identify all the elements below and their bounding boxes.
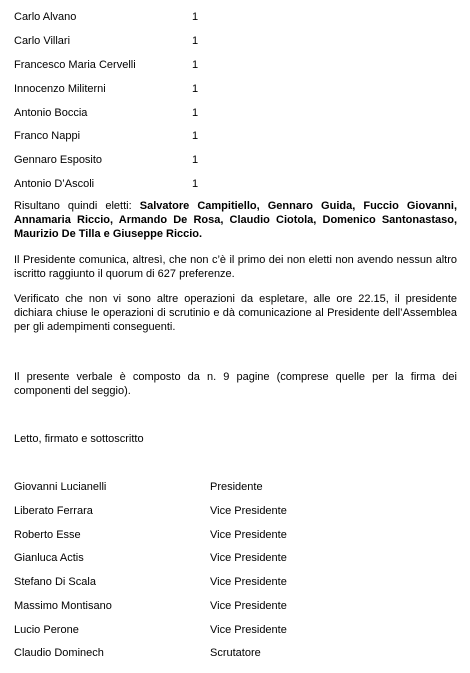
signatory-row bbox=[14, 504, 314, 518]
signatory-row bbox=[14, 599, 314, 613]
vote-count: 1 bbox=[192, 83, 199, 95]
vote-row bbox=[14, 106, 314, 120]
vote-name: Antonio D’Ascoli bbox=[14, 178, 95, 190]
elected-intro: Risultano quindi eletti: bbox=[14, 200, 140, 212]
signatory-role: Vice Presidente bbox=[210, 576, 287, 588]
signatory-role: Vice Presidente bbox=[210, 600, 287, 612]
vote-row bbox=[14, 129, 314, 143]
vote-name: Francesco Maria Cervelli bbox=[14, 59, 136, 71]
vote-row bbox=[14, 153, 314, 167]
signatory-role: Vice Presidente bbox=[210, 624, 287, 636]
signatory-name: Massimo Montisano bbox=[14, 600, 112, 612]
signatory-row bbox=[14, 646, 314, 660]
vote-name: Gennaro Esposito bbox=[14, 154, 103, 166]
signatory-name: Roberto Esse bbox=[14, 529, 81, 541]
president-notice-paragraph: Il Presidente comunica, altresì, che non c’è il primo dei non eletti non avendo nessun altro iscritto raggiunto il quorum di 627 preferenze. bbox=[14, 254, 457, 281]
signatory-name: Liberato Ferrara bbox=[14, 505, 93, 517]
signatory-row bbox=[14, 623, 314, 637]
vote-name: Innocenzo Militerni bbox=[14, 83, 106, 95]
vote-count: 1 bbox=[192, 11, 199, 23]
signatory-name: Stefano Di Scala bbox=[14, 576, 96, 588]
signed-line: Letto, firmato e sottoscritto bbox=[14, 433, 144, 445]
elected-names: Salvatore Campitiello, Gennaro Guida, Fuccio Giovanni, Annamaria Riccio, Armando De Rosa, Claudio Ciotola, Domenico Santonastaso, Maurizio De Tilla e Giuseppe Riccio. bbox=[14, 200, 457, 241]
signatory-name: Lucio Perone bbox=[14, 624, 79, 636]
vote-name: Antonio Boccia bbox=[14, 107, 88, 119]
signatory-role: Vice Presidente bbox=[210, 529, 287, 541]
signatory-row bbox=[14, 528, 314, 542]
signatory-role: Vice Presidente bbox=[210, 552, 287, 564]
signatory-name: Claudio Dominech bbox=[14, 647, 104, 659]
vote-row bbox=[14, 177, 314, 191]
signatory-role: Presidente bbox=[210, 481, 263, 493]
vote-row bbox=[14, 34, 314, 48]
elected-paragraph bbox=[14, 199, 457, 242]
pages-note-paragraph: Il presente verbale è composto da n. 9 pagine (comprese quelle per la firma dei componenti del seggio). bbox=[14, 371, 457, 398]
vote-name: Carlo Alvano bbox=[14, 11, 77, 23]
vote-row bbox=[14, 82, 314, 96]
vote-count: 1 bbox=[192, 59, 199, 71]
vote-count: 1 bbox=[192, 35, 199, 47]
vote-count: 1 bbox=[192, 154, 199, 166]
signatory-role: Vice Presidente bbox=[210, 505, 287, 517]
signatory-row bbox=[14, 480, 314, 494]
vote-row bbox=[14, 58, 314, 72]
signatory-name: Giovanni Lucianelli bbox=[14, 481, 107, 493]
signatory-name: Gianluca Actis bbox=[14, 552, 84, 564]
signatory-role: Scrutatore bbox=[210, 647, 261, 659]
signatory-row bbox=[14, 551, 314, 565]
vote-name: Carlo Villari bbox=[14, 35, 71, 47]
vote-name: Franco Nappi bbox=[14, 130, 81, 142]
vote-count: 1 bbox=[192, 178, 199, 190]
vote-row bbox=[14, 10, 314, 24]
signatory-row bbox=[14, 575, 314, 589]
vote-count: 1 bbox=[192, 107, 199, 119]
vote-count: 1 bbox=[192, 130, 199, 142]
closing-paragraph: Verificato che non vi sono altre operazioni da espletare, alle ore 22.15, il presidente dichiara chiuse le operazioni di scrutinio e dà comunicazione al Presidente dell’Assemblea per gli adempimenti conseguenti. bbox=[14, 293, 457, 334]
